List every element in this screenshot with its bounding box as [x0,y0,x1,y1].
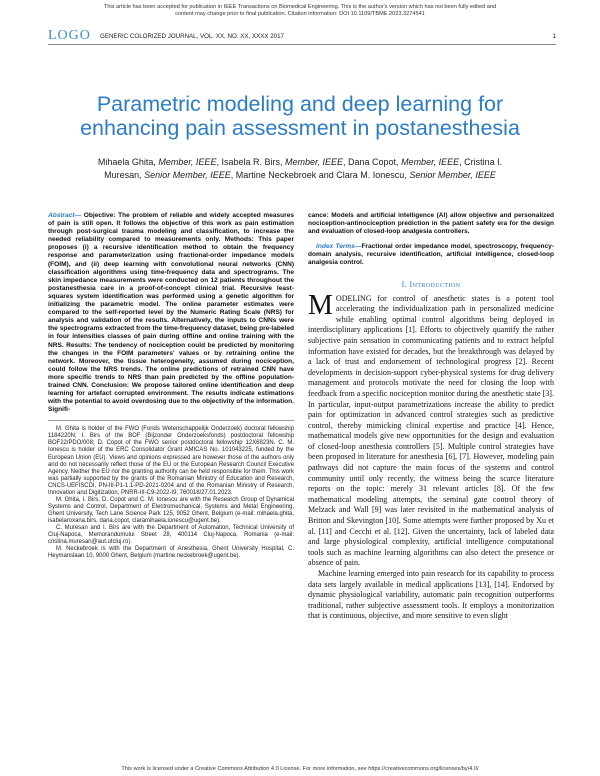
page-number: 1 [552,33,556,40]
footnote-affiliation-hospital: M. Neckebroek is with the Department of Anesthesia, Ghent University Hospital, C. Heymanslaan 10, 9000 Ghent, Belgium (martine.neckebroek@ugent.be). [48,546,294,560]
section-title: Introduction [409,279,461,289]
author-names: , Dana Copot, [343,157,402,167]
abstract-label: Abstract— [48,212,82,219]
footnote-divider [48,420,294,421]
footnote-funding: M. Ghita is holder of the FWO (Fonds Wetenschappelijk Onderzoek) doctoral fellowship 1184220N; I. Birs of the BOF (Bijzonder Onderzoeksfonds) postdoctoral fellowship BOF22/PDO/008; D. Copot of the FWO senior postdoctoral fellowship 12X6823N. C. M. Ionescu is holder of the ERC Consolidator Grant AMICAS No. 101043225, funded by the European Union (EU). Views and opinions expressed are however those of the authors only and do not necessarily reflect those of the EU or the European Research Council Executive Agency. Neither the EU nor the granting authority can be held responsible for them. This work was partially supported by the grants of the Romanian Ministry of Education and Research, CNCS-UEFISCDI, PN-III-P1-1.1-PD-2021-0204 and of the Romanian Ministry of Research, Innovation and Digitization, PNRR-III-C9-2022-I9, 760018/27.01.2023. [48,426,294,496]
author-names: , Cristina I. [459,157,503,167]
author-list [44,156,556,182]
intro-paragraph-2: Machine learning emerged into pain research for its capability to process data sets largely available in medical applications [13], [14]. Endorsed by dynamic physiological variability, automatic pain recognition outperforms traditional, rather subjective assessment tools. It employs a monitorization that is continuous, objective, and more sensitive to even slight [308,569,554,621]
abstract-continuation: cance: Models and artificial intelligence (AI) allow objective and personalized nociception-antinociception prediction in the patient safety era for the design and evaluation of closed-loop analgesia controllers. [308,212,554,236]
title-line-1: Parametric modeling and deep learning for [96,92,504,116]
author-role: Member, IEEE [158,157,217,167]
section-heading-introduction [308,280,554,289]
author-names: Mihaela Ghita, [97,157,159,167]
journal-name: GENERIC COLORIZED JOURNAL, VOL. XX, NO. XX, XXXX 2017 [100,33,284,40]
right-column [308,212,554,622]
publication-notice-line1: This article has been accepted for publication in IEEE Transactions on Biomedical Engineering. This is the author's version which has not been fully edited and [103,4,497,10]
publication-notice [0,4,600,18]
author-role: Member, IEEE [284,157,344,167]
index-terms-text: Fractional order impedance model, spectroscopy, frequency-domain analysis, recursive identification, artificial intelligence, closed-loop analgesia control. [308,243,555,267]
drop-cap: M [308,289,333,321]
lead-word: ODELING [335,293,372,303]
author-names: , Isabela R. Birs, [216,157,285,167]
footnote-affiliation-ghent: M. Ghita, I. Birs, D. Copot and C. M. Ionescu are with the Research Group of Dynamical Systems and Control, Department of Electromechanical, Systems and Metal Engineering, Ghent University, Tech Lane Science Park 125, 9052 Ghent, Belgium (e-mail: mihaela.ghita, isabelaroxana.birs, dana.copot, claramihaela.ionescu@ugent.be). [48,496,294,524]
author-role: Senior Member, IEEE [409,170,496,180]
author-names: , Martine Neckebroek and Clara M. Ionescu, [230,170,410,180]
author-names: Muresan, [104,170,145,180]
footnote-affiliation-cluj: C. Muresan and I. Birs are with the Department of Automation, Technical University of Cluj-Napoca, Memorandumului Street 28, 400114 Cluj-Napoca, Romania (e-mail: cristina.muresan@aut.utcluj.ro). [48,525,294,546]
license-notice: This work is licensed under a Creative Commons Attribution 4.0 License. For more information, see https://creativecommons.org/licenses/by/4.0/ [121,766,479,772]
abstract-text: Objective: The problem of reliable and widely accepted measures of pain is still open. It follows the objective of this work as pain estimation through post-surgical trauma modeling and classification, to increase the needed reliability compared to measurements only. Methods: This paper proposes (i) a recursive identification method to obtain the frequency response and parameterization using fractional-order impedance models (FOIM), and (ii) deep learning with convolutional neural networks (CNN) classification algorithms using time-frequency data and spectrograms. The skin impedance measurements were conducted on 12 patients throughout the postanesthesia care in a proof-of-concept clinical trial. Recursive least-squares system identification was performed using a genetic algorithm for initializing the parametric model. The online parameter estimates were compared to the self-reported level by the Numeric Rating Scale (NRS) for analysis and validation of the results. Alternatively, the inputs to CNNs were the spectrograms extracted from the time-frequency dataset, being pre-labeled in four intensities classes of pain during offline and online training with the NRS. Results: The tendency of nociception could be predicted by monitoring the changes in the FOIM parameters' values or by retraining online the network. Moreover, the tissue heterogeneity, assumed during nociception, could follow the NRS trends. The online predictions of retrained CNN have more specific trends to NRS than pain predicted by the offline population-trained CNN. Conclusion: We propose tailored online identification and deep learning for artefact corrupted environment. The results indicate estimations with the potential to avoid overdosing due to the objectivity of the information. Signifi- [48,212,294,414]
left-column [48,212,294,560]
index-terms-label: Index Terms— [316,243,362,251]
running-header [48,28,556,45]
paper-title [40,92,560,140]
section-numeral: I. [401,279,410,289]
intro-text: for control of anesthetic states is a potent tool accelerating the individualization path in personalized medicine while enabling optimal control algorithms being deployed in interdisciplinary applications [1]. Efforts to objectively quantify the rather subjective pain sensation in communicating patients and to extract helpful information have existed for decades, but the breakthrough was delayed by a lack of trust and endorsement of technological progress [2]. Recent developments in decision-support cyber-physical systems for drug delivery management and protocols motivate the need for closing the loop with feedback from a specific nociception monitor during the anesthetic state [3]. In particular, input-output parametrizations increase the ability to predict pain for optimization in advanced control strategies such as predictive control, thereby mimicking clinical expertise and practice [4]. Hence, mathematical models give new opportunities for the design and evaluation of closed-loop anesthesia controllers [5]. Multiple control strategies have been proposed in literature for anesthesia [6], [7]. However, modeling pain pathways did not capture the main focus of the systems and control community until only recently, the witness being the scarce literature reports on the topic: merely 31 relevant articles [8]. Of the few mathematical modeling attempts, the seminal gate control theory of Melzack and Wall [9] was later revisited in the mathematical analysis of Britton and Skevington [10]. Some attempts were further proposed by Xu et al. [11] and Cecchi et al. [12]. Given the uncertainty, lack of labeled data and large physiological complexity, artificial intelligence computational tools such as machine learning algorithms can also detect the presence or absence of pain. [308,293,554,568]
journal-logo: LOGO [48,28,91,43]
intro-paragraph-1 [308,289,554,569]
author-role: Senior Member, IEEE [144,170,231,180]
author-role: Member, IEEE [401,157,460,167]
title-line-2: enhancing pain assessment in postanesthesia [80,116,520,140]
abstract [48,212,294,414]
publication-notice-line2: content may change prior to final publication. Citation information: DOI 10.1109/TBME.2023.3274541 [175,11,425,17]
index-terms [308,243,554,267]
